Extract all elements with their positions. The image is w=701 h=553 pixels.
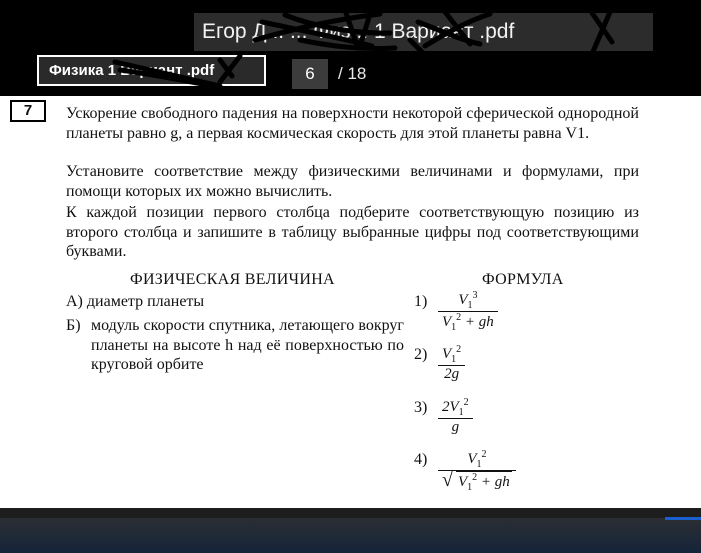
formula-4: $V_1^2$ √ $V_1^2$ + gh [438, 449, 516, 493]
quantity-a-mark: А) [66, 293, 83, 310]
formula-2: $V_1^2$ 2g [438, 344, 465, 383]
quantity-a [66, 292, 204, 312]
formula-2-number: 2) [414, 346, 428, 363]
formula-1: $V_1^3$ $V_1^2$ + gh [438, 290, 498, 333]
document-page [0, 96, 701, 508]
taskbar-accent [665, 517, 701, 520]
document-tab[interactable]: Физика 1 Вариант .pdf [37, 55, 266, 86]
document-title: Егор Д... ... Физ... 1 Вариант .pdf [194, 13, 653, 51]
task-number: 7 [10, 100, 46, 122]
page-counter [292, 59, 366, 89]
quantity-column-header: ФИЗИЧЕСКАЯ ВЕЛИЧИНА [130, 271, 335, 288]
task-paragraph-1: Ускорение свободного падения на поверхности некоторой сферической однородной планеты равно g, а первая космическая скорость для этой планеты равна V1. [66, 105, 639, 142]
formula-3: $2V_1^2$ g [438, 397, 473, 436]
quantity-b [66, 316, 404, 375]
task-paragraph-2: Установите соответствие между физическими величинами и формулами, при помощи которых их можно вычислить. [66, 163, 639, 200]
quantity-a-text: диаметр планеты [86, 293, 205, 310]
formula-4-number: 4) [414, 451, 428, 468]
bottom-taskbar [0, 508, 701, 553]
formula-1-number: 1) [414, 293, 428, 310]
quantity-b-mark: Б) [66, 317, 81, 334]
page-number-input[interactable]: 6 [292, 59, 328, 89]
page-total: / 18 [338, 64, 367, 83]
formula-column-header: ФОРМУЛА [482, 271, 564, 288]
task-paragraph-3: К каждой позиции первого столбца подберите соответствующую позицию из второго столбца и запишите в таблицу выбранные цифры под соответствующими буквами. [66, 204, 639, 260]
formula-3-number: 3) [414, 399, 428, 416]
quantity-b-text: модуль скорости спутника, летающего вокруг планеты на высоте h над её поверхностью по круговой орбите [91, 317, 404, 373]
